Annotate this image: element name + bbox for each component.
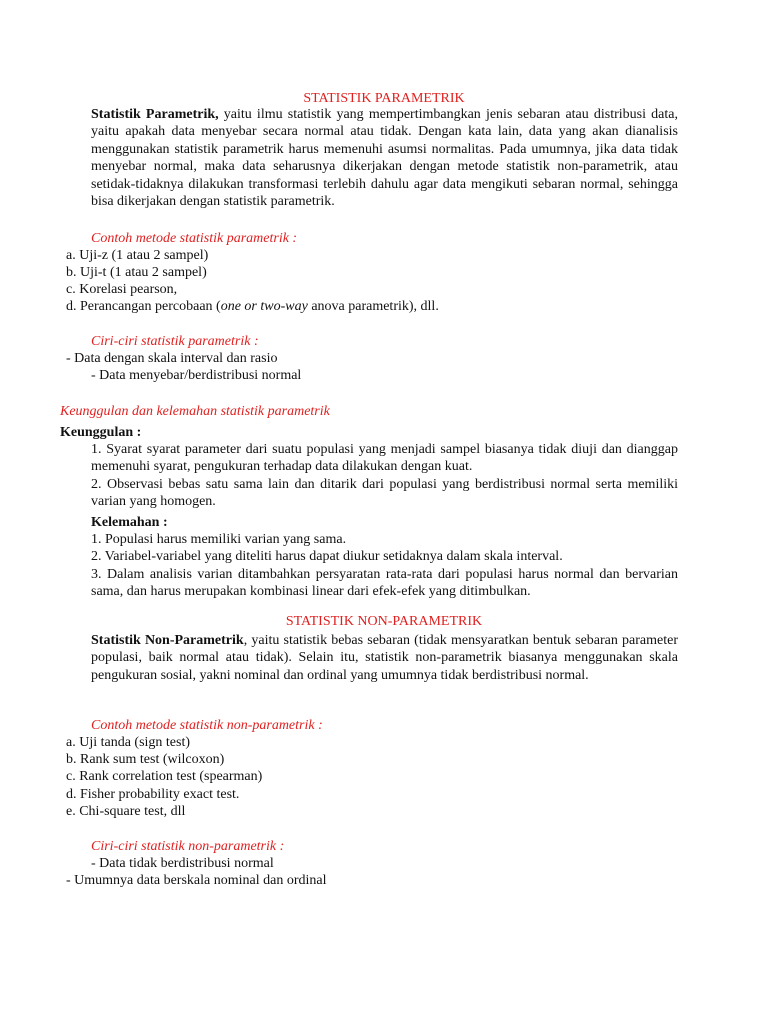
cons-item-3: 3. Dalam analisis varian ditambahkan persyaratan rata-rata dari populasi harus normal dan bervarian sama, dan harus merupakan kombinasi linear dari efek-efek yang ditimbulkan. xyxy=(91,567,678,600)
parametric-example-d-italic: one or two-way xyxy=(220,299,308,314)
nonparametric-examples-heading: Contoh metode statistik non-parametrik : xyxy=(91,718,323,733)
parametric-examples-heading: Contoh metode statistik parametrik : xyxy=(91,231,298,246)
parametric-example-d-prefix: d. Perancangan percobaan ( xyxy=(66,299,221,314)
nonparametric-example-c: c. Rank correlation test (spearman) xyxy=(66,769,263,784)
nonparametric-trait-1: - Data tidak berdistribusi normal xyxy=(91,856,274,871)
nonparametric-definition xyxy=(91,632,678,684)
parametric-example-d xyxy=(66,298,439,315)
parametric-trait-2: - Data menyebar/berdistribusi normal xyxy=(91,368,302,383)
nonparametric-example-a: a. Uji tanda (sign test) xyxy=(66,735,191,750)
parametric-definition-text: yaitu ilmu statistik yang mempertimbangkan jenis sebaran atau distribusi data, yaitu apakah data menyebar secara normal atau tidak. Dengan kata lain, data yang akan dianalisis menggunakan statistik parametrik harus memenuhi asumsi normalitas. Pada umumnya, jika data tidak menyebar normal, maka data seharusnya dikerjakan dengan metode statistik non-parametrik, atau setidak-tidaknya dilakukan transformasi terlebih dahulu agar data mengikuti sebaran normal, sehingga bisa dikerjakan dengan statistik parametrik. xyxy=(91,107,678,210)
parametric-trait-1: - Data dengan skala interval dan rasio xyxy=(66,351,278,366)
parametric-example-a: a. Uji-z (1 atau 2 sampel) xyxy=(66,248,209,263)
parametric-example-d-suffix: anova parametrik), dll. xyxy=(307,299,439,314)
nonparametric-definition-text: , yaitu statistik bebas sebaran (tidak mensyaratkan bentuk sebaran parameter populasi, baik normal atau tidak). Selain itu, statistik non-parametrik biasanya menggunakan skala pengukuran sosial, yakni nominal dan ordinal yang umumnya tidak berdistribusi normal. xyxy=(91,633,678,683)
parametric-definition-term: Statistik Parametrik, xyxy=(91,107,219,122)
parametric-title: STATISTIK PARAMETRIK xyxy=(303,91,465,106)
nonparametric-example-d: d. Fisher probability exact test. xyxy=(66,787,240,802)
cons-item-2: 2. Variabel-variabel yang diteliti harus dapat diukur setidaknya dalam skala interval. xyxy=(91,549,563,564)
nonparametric-example-b: b. Rank sum test (wilcoxon) xyxy=(66,752,225,767)
parametric-example-c: c. Korelasi pearson, xyxy=(66,282,178,297)
parametric-traits-heading: Ciri-ciri statistik parametrik : xyxy=(91,334,259,349)
nonparametric-traits-heading: Ciri-ciri statistik non-parametrik : xyxy=(91,839,285,854)
pros-item-2: 2. Observasi bebas satu sama lain dan ditarik dari populasi yang berdistribusi normal serta memiliki varian yang homogen. xyxy=(91,477,678,510)
pros-cons-heading: Keunggulan dan kelemahan statistik parametrik xyxy=(60,404,330,419)
nonparametric-definition-term: Statistik Non-Parametrik xyxy=(91,633,244,648)
pros-label: Keunggulan : xyxy=(60,425,142,440)
nonparametric-example-e: e. Chi-square test, dll xyxy=(66,804,186,819)
cons-label: Kelemahan : xyxy=(91,515,168,530)
nonparametric-trait-2: - Umumnya data berskala nominal dan ordinal xyxy=(66,873,327,888)
pros-item-1: 1. Syarat syarat parameter dari suatu populasi yang menjadi sampel biasanya tidak diuji dan dianggap memenuhi syarat, pengukuran terhadap data dilakukan dengan kuat. xyxy=(91,442,678,475)
cons-item-1: 1. Populasi harus memiliki varian yang sama. xyxy=(91,532,347,547)
nonparametric-title: STATISTIK NON-PARAMETRIK xyxy=(285,614,483,629)
parametric-definition xyxy=(91,106,678,210)
parametric-example-b: b. Uji-t (1 atau 2 sampel) xyxy=(66,265,207,280)
